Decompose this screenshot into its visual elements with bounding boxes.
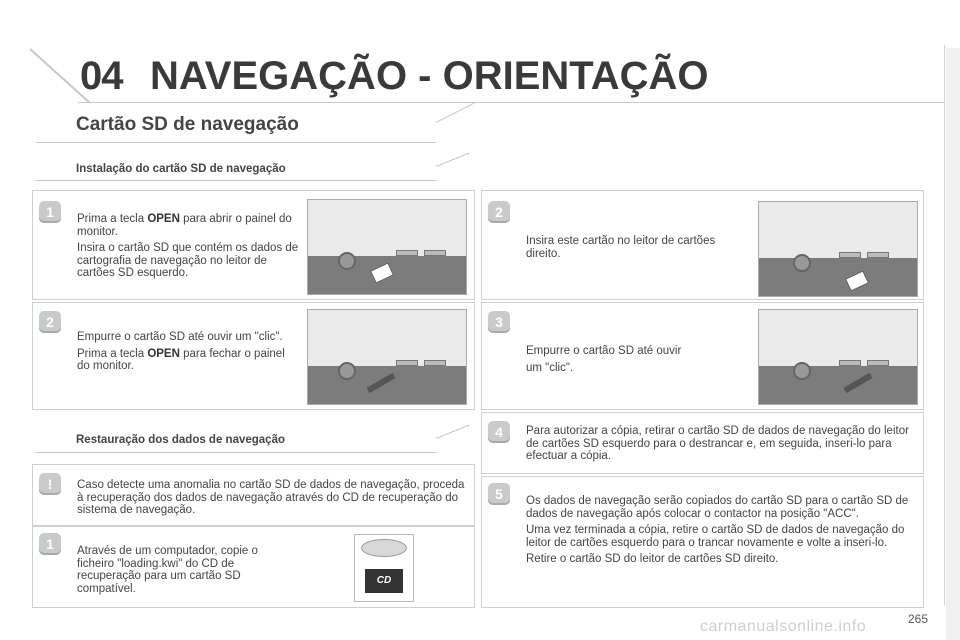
sd-reader-illustration <box>307 309 467 405</box>
header-rule <box>78 102 944 103</box>
section-rule <box>36 142 436 143</box>
step-badge: 3 <box>488 311 510 333</box>
step-5-box <box>481 476 924 608</box>
chapter-number: 04 <box>80 54 123 98</box>
sd-reader-illustration <box>758 201 918 297</box>
step-5-text: Os dados de navegação serão copiados do cartão SD para o cartão SD de dados de navegação após colocar o contactor na posição "ACC". Uma vez terminada a cópia, retire o cartão SD de dados de navegação do leitor de cartões esquerdo para o trancar novamente e volte a inseri-lo. Retire o cartão SD do leitor de cartões SD direito. <box>526 495 909 565</box>
restore-rule-slash <box>436 425 470 439</box>
side-bar <box>946 48 960 640</box>
warning-badge: ! <box>39 473 61 495</box>
restore-rule <box>36 452 436 453</box>
step-2-right-text: Insira este cartão no leitor de cartões direito. <box>526 235 716 260</box>
sd-reader-illustration <box>307 199 467 295</box>
cd-illustration <box>354 534 414 602</box>
step-badge: 4 <box>488 421 510 443</box>
step-badge: 1 <box>39 533 61 555</box>
page-number: 265 <box>908 612 929 626</box>
restore-subhead: Restauração dos dados de navegação <box>76 434 285 446</box>
step-2-text: Empurre o cartão SD até ouvir um "clic". Prima a tecla OPEN para fechar o painel do monitor. <box>77 331 285 372</box>
step-badge: 1 <box>39 201 61 223</box>
step-4-box <box>481 412 924 474</box>
cd-disc-icon <box>361 539 407 557</box>
install-rule <box>36 180 436 181</box>
install-rule-slash <box>436 153 470 167</box>
section-rule-slash <box>436 102 476 123</box>
step-badge: 2 <box>39 311 61 333</box>
step-3-box <box>481 302 924 410</box>
section-title: Cartão SD de navegação <box>76 114 299 135</box>
warning-box <box>32 464 475 526</box>
step-2-right-box <box>481 190 924 300</box>
right-rule <box>944 45 945 605</box>
step-3-text: Empurre o cartão SD até ouvir um "clic". <box>526 345 682 374</box>
step-badge: 5 <box>488 483 510 505</box>
step-1-box <box>32 190 475 300</box>
cd-logo: CD <box>365 569 403 593</box>
install-subhead: Instalação do cartão SD de navegação <box>76 163 286 175</box>
chapter-title: NAVEGAÇÃO - ORIENTAÇÃO <box>150 54 709 98</box>
restore-step-1-text: Através de um computador, copie o ficheiro "loading.kwi" do CD de recuperação para um cartão SD compatível. <box>77 545 258 595</box>
step-1-text: Prima a tecla OPEN para abrir o painel do monitor. Insira o cartão SD que contém os dados de cartografia de navegação no leitor de cartões SD esquerdo. <box>77 213 299 279</box>
step-4-text: Para autorizar a cópia, retirar o cartão SD de dados de navegação do leitor de cartões SD esquerdo para o destrancar e, em seguida, inseri-lo para efectuar a cópia. <box>526 425 909 462</box>
page-header <box>0 40 944 104</box>
warning-text: Caso detecte uma anomalia no cartão SD de dados de navegação, proceda à recuperação dos dados de navegação através do CD de recuperação do sistema de navegação. <box>77 479 465 516</box>
step-2-box <box>32 302 475 410</box>
sd-reader-illustration <box>758 309 918 405</box>
watermark: carmanualsonline.info <box>700 618 867 635</box>
step-badge: 2 <box>488 201 510 223</box>
